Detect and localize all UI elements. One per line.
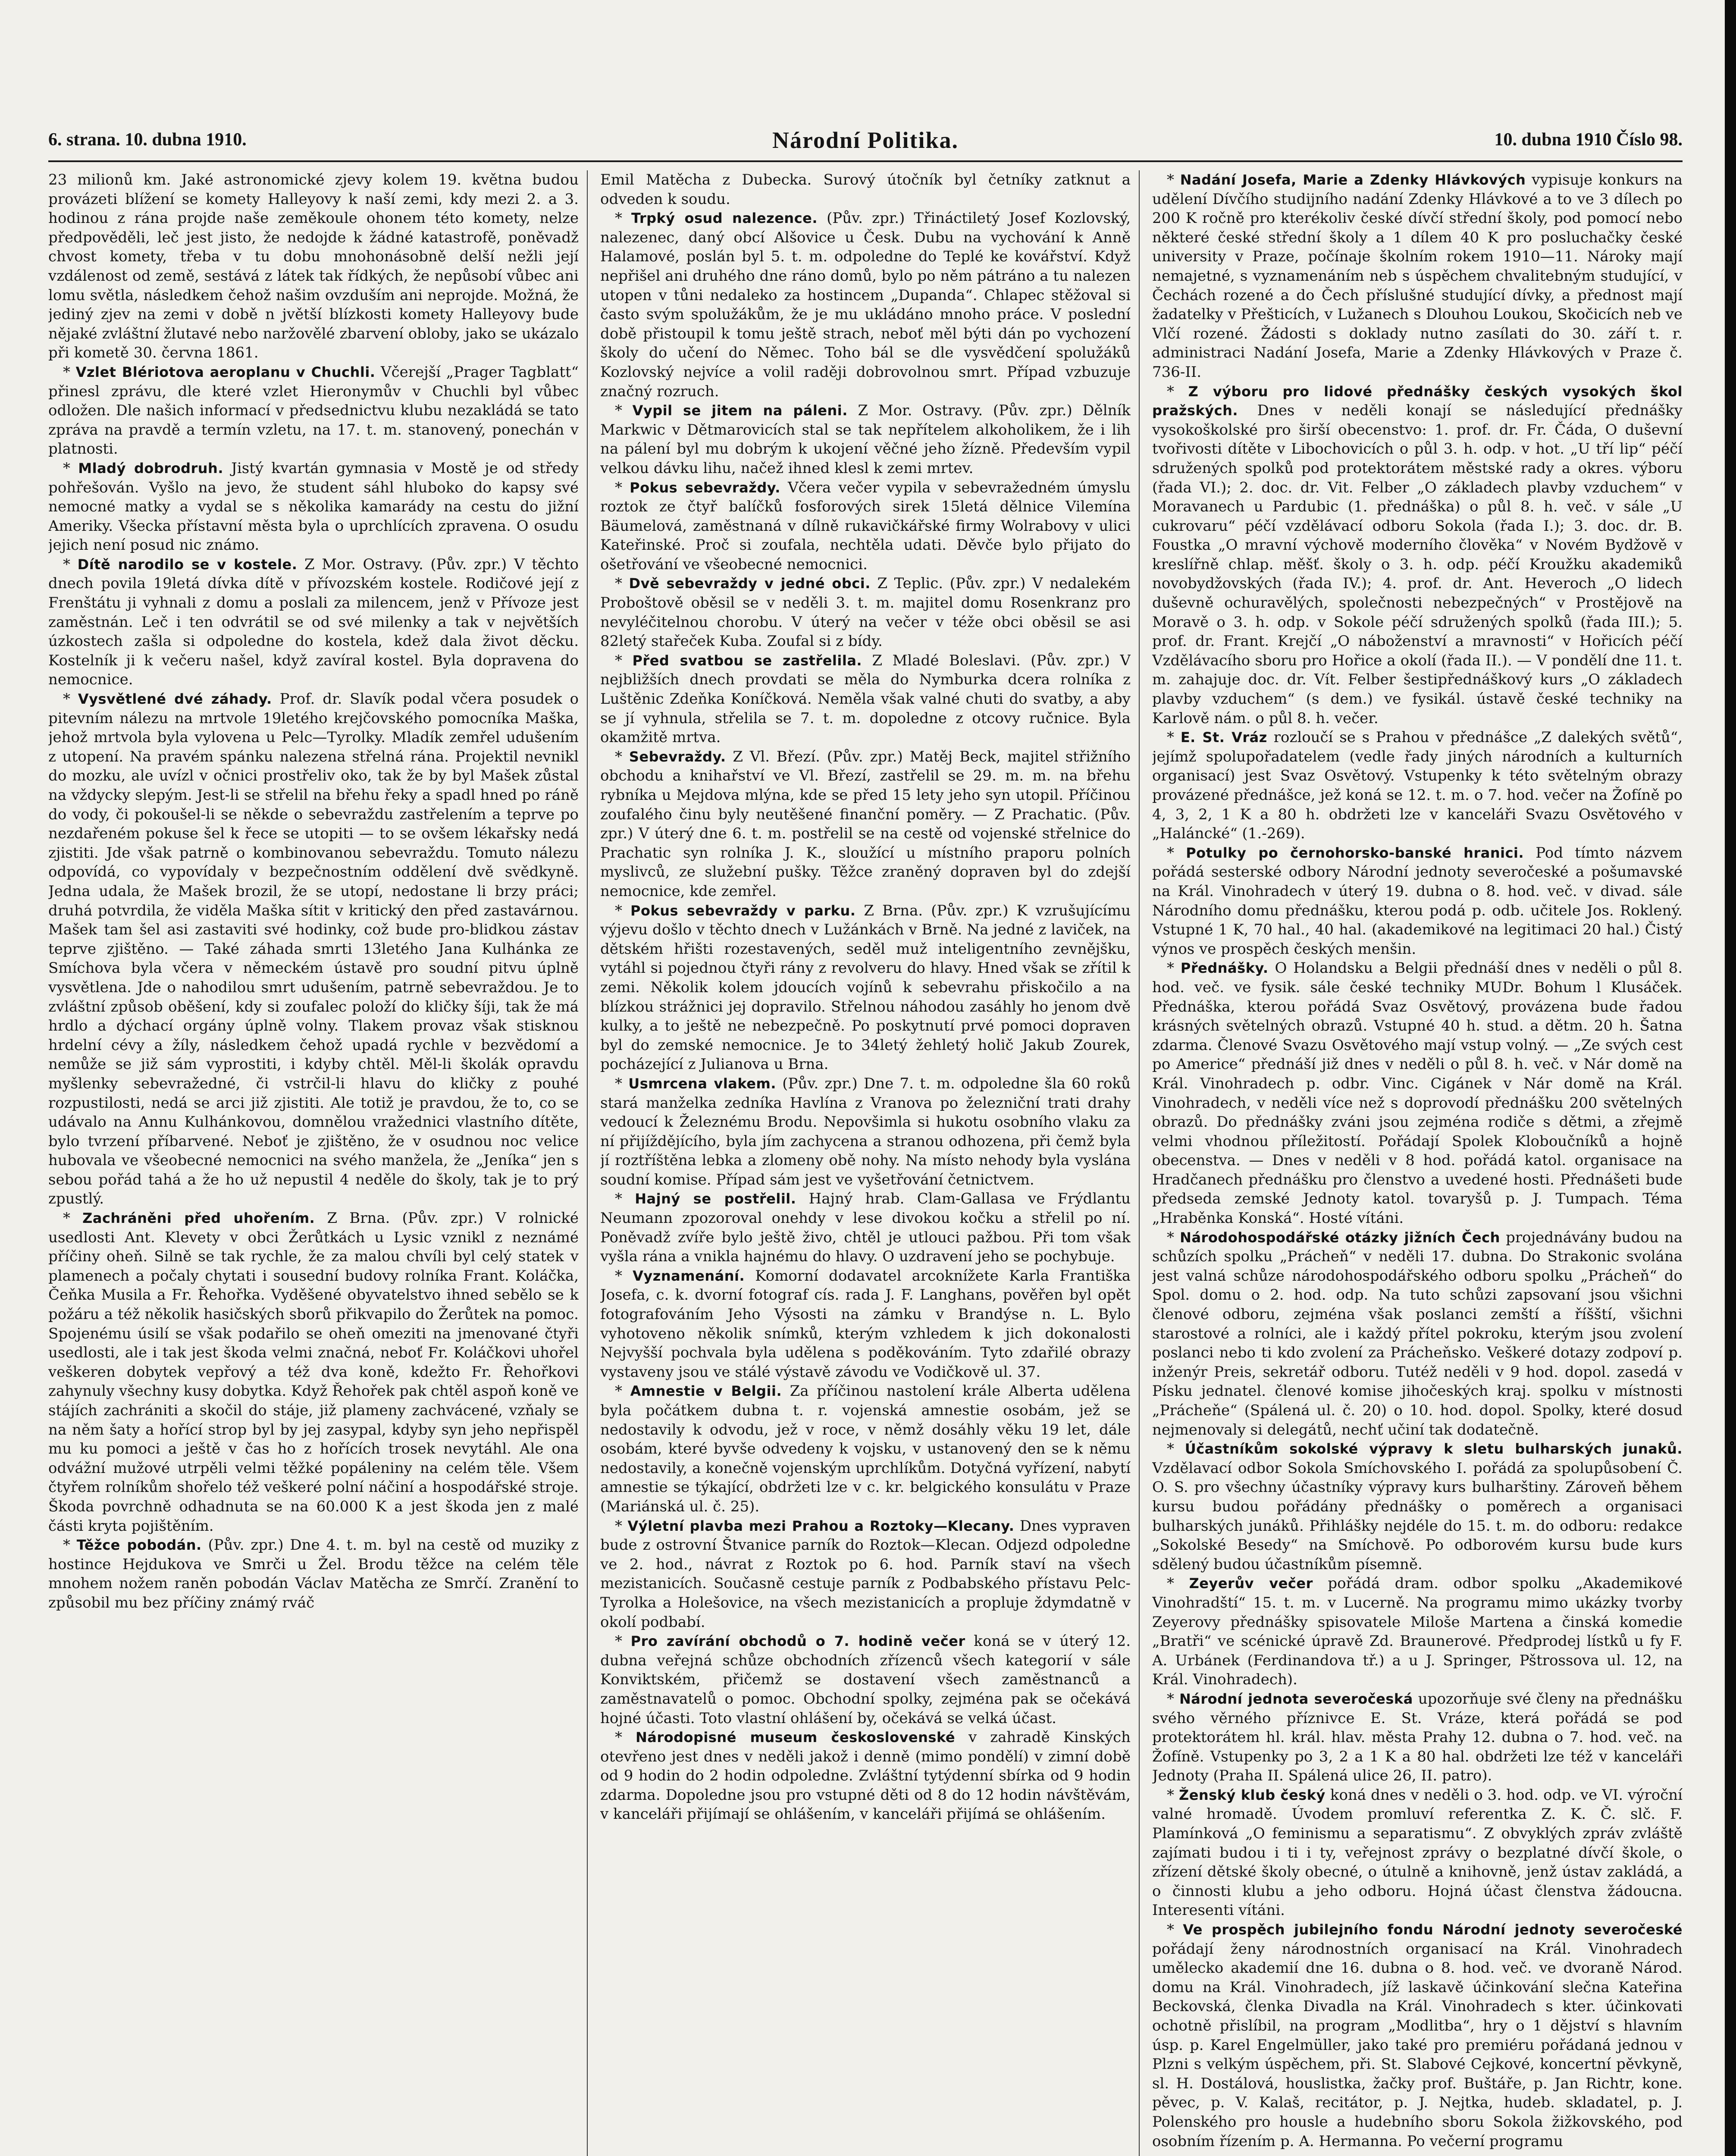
article-paragraph: * Pro zavírání obchodů o 7. hodině večer koná se v úterý 12. dubna veřejná schůze obchodních zřízenců všech kategorií v sále Konviktském, přičemž se dostavení všech zaměstnanců a zaměstnavatelů o pomoc. Obchodní spolky, zejména pak se očekává hojné účasti. Toto vlastní ohlášení by, očekává se velká účast.: [600, 1633, 1131, 1727]
article-heading: Sebevraždy.: [629, 748, 726, 765]
article-text: v zahradě Kinských otevřeno jest dnes v neděli jakož i denně (mimo pondělí) v zimní době od 9 hodin do 2 hodin odpoledne. Zvláštní tytýdenní sbírka od 9 hodin zdarma. Dopoledne jsou pro vstupné děti od 8 do 12 hodin návštěvám, v kanceláři přijímají se ohlášením, v kanceláři přijímá se ohlášením.: [600, 1729, 1131, 1823]
article-paragraph: * Vzlet Blériotova aeroplanu v Chuchli. Včerejší „Prager Tagblatt“ přinesl zprávu, dle které vzlet Hieronymův v Chuchli byl vůbec odložen. Dle našich informací v předsednictvu klubu nezakládá se tato zpráva na pravdě a termín vzletu, na 17. t. m. stanovený, ponechán v platnosti.: [48, 363, 579, 458]
article-heading: Ve prospěch jubilejního fondu Národní jednoty severočeské: [1183, 1921, 1683, 1938]
article-heading: Národní jednota severočeská: [1179, 1690, 1413, 1707]
header-issue: 10. dubna 1910 Číslo 98.: [1494, 130, 1683, 150]
article-text: Včera večer vypila v sebevražedném úmyslu roztok ze čtyř balíčků fosforových sirek 15letá dělnice Vilemína Bäumelová, zaměstnaná v dílně rukavičkářské firmy Wolrabovy v ulici Kateřinské. Proč si zoufala, nechtěla udati. Děvče bylo přijato do ošetřování ve všeobecné nemocnici.: [600, 479, 1131, 573]
article-heading: Pro zavírání obchodů o 7. hodině večer: [630, 1633, 965, 1650]
article-paragraph: * Ve prospěch jubilejního fondu Národní jednoty severočeské pořádají ženy národnostních organisací na Král. Vinohradech umělecko akademií dne 16. dubna o 8. hod. več. ve dvoraně Národ. domu na Král. Vinohradech, jíž laskavě účinkování slečna Kateřina Beckovská, členka Divadla na Král. Vinohradech s kter. účinkovati ochotně přislíbil, na program „Modlitba“, hry o 1 dějství s hlavním úsp. p. Karel Engelmüller, jako také pro premiéru pořádaná jednou v Plzni s velkým úspěchem, při. St. Slabové Cejkové, koncertní pěvkyně, sl. H. Dostálová, houslistka, žačky prof. Buštáře, p. Jan Richtr, kone. pěvec, p. V. Kalaš, recitátor, p. J. Nejtka, hudeb. skladatel, p. J. Polenského pro housle a hudebního sboru Sokola žižkovského, pod osobním řízením p. A. Hermanna. Po večerní programu: [1152, 1921, 1683, 2150]
article-text: Prof. dr. Slavík podal včera posudek o pitevním nálezu na mrtvole 19letého krejčovského pomocníka Maška, jehož mrtvola byla vylovena u Pelc—Tyrolky. Mladík zemřel udušením z utopení. Na pravém spánku nalezena střelná rána. Projektil nevnikl do mozku, ale uvízl v očnici prostřeliv oko, tak že by byl Mašek zůstal na vždycky slepým. Jest-li se střelil na břehu řeky a spadl hned po ráně do vody, či pokoušel-li se někde o sebevraždu zastřelením a teprve po nezdařeném pokuse šel k řece se utopiti — to se ovšem lékařsky nedá zjistiti. Jde však patrně o kombinovanou sebevraždu. Tomuto nálezu odpovídá, co vypovídaly v bezpečnostním oddělení dvě svědkyně. Jedna udala, že Mašek brozil, že se utopí, nedostane li brzy práci; druhá potvrdila, že viděla Maška sítit v kritický den před zastavárnou. Mašek tam šel asi zastaviti své hodinky, což bude pro-blidkou zástav teprve zjištěno. — Také záhada smrti 13letého Jana Kulhánka ze Smíchova byla včera v německém ústavě pro soudní pitvu úplně vysvětlena. Jde o nahodilou smrt udušením, patrně sebevraždou. Je to zvláštní způsob oběšení, kdy si zoufalec položí do kličky šíji, tak že má hrdlo a dýchací orgány úplně volny. Tlakem provaz však stisknou hrdelní cévy a žíly, následkem čehož upadá rychle v bezvědomí a nemůže se již sám vyprostiti, i kdyby chtěl. Měl-li školák opravdu myšlenky sebevražedné, či vstrčil-li hlavu do kličky z pouhé rozpustilosti, nedá se arci již zjistiti. Ale totiž je pravdou, že to, co se udávalo na Annu Kulhánkovou, domnělou vražednici vlastního dítěte, bylo tvrzení příbarvené. Neboť je zjištěno, že v osudnou noc velice hubovala ve všeobecné nemocnici na svého manžela, že „Jeníka“ jen s sebou pořád tahá a že ho už nepustil 4 neděle do školy, tak je to prý zpustlý.: [48, 690, 579, 1208]
article-heading: Účastníkům sokolské výpravy k sletu bulharských junaků.: [1184, 1441, 1683, 1457]
article-heading: Vypil se jitem na páleni.: [632, 402, 848, 419]
article-text: pořádá dram. odbor spolku „Akademikové Vinohradští“ 15. t. m. v Lucerně. Na programu mimo ukázky tvorby Zeyerovy přednášky spisovatele Miloše Martena a činská komedie „Bratři“ ve scénické úpravě Zd. Braunerové. Předprodej lístků u fy F. A. Urbánek (Ferdinandova tř.) a u J. Springer, Pštrossova ul. 12, na Král. Vinohradech).: [1152, 1575, 1683, 1689]
article-paragraph: * Sebevraždy. Z Vl. Březí. (Pův. zpr.) Matěj Beck, majitel střižního obchodu a knihařství ve Vl. Březí, zastřelil se 29. m. m. na břehu rybníka u Mejdova mlýna, kde se před 15 lety jeho syn utopil. Příčinou zoufalého činu byly neutěšené finanční poměry. — Z Prachatic. (Pův. zpr.) V úterý dne 6. t. m. postřelil se na cestě od vojenské střelnice do Prachatic syn rolníka J. K., sloužící u místního praporu polních myslivců, ze služební pušky. Těžce zraněný dopraven byl do zdejší nemocnice, kde zemřel.: [600, 748, 1131, 900]
article-paragraph: * Vypil se jitem na páleni. Z Mor. Ostravy. (Pův. zpr.) Dělník Markwic v Dětmarovicích stal se tak nepřítelem alkoholikem, že i lih na pálení byl mu dobrým k ukojení věčné jeho žízně. Především vypil velkou dávku lihu, načež ihned klesl k zemi mrtev.: [600, 402, 1131, 477]
header-masthead: Národní Politika.: [772, 127, 959, 153]
article-text: Hajný hrab. Clam-Gallasa ve Frýdlantu Neumann zpozoroval onehdy v lese divokou kočku a střelil po ní. Poněvadž zvíře bylo ještě živo, chtěl je utlouci pažbou. Při tom však vyšla rána a vnikla hajnému do hlavy. O uzdravení jeho se pochybuje.: [600, 1190, 1131, 1266]
article-heading: Potulky po černohorsko-banské hranici.: [1186, 844, 1524, 861]
article-heading: Národopisné museum československé: [635, 1729, 956, 1746]
column-3: [1152, 170, 1683, 2156]
article-heading: Před svatbou se zastřelila.: [632, 652, 862, 669]
article-text: vypisuje konkurs na udělení Dívčího studijního nadání Zdenky Hlávkové a to ve 3 dílech po 200 K ročně pro kterékoliv české dívčí střední školy, pod pomocí nebo některé české střední školy a 1 dílem 40 K pro posluchačky české university v Praze, počínaje školním rokem 1910—11. Nároky mají nemajetné, s vyznamenáním neb s úspěchem chvalitebným studující, v Čechách rozené a do Čech příslušné studující dívky, a přednost mají žadatelky v Přešticích, v Lužanech s Dlouhou Loukou, Skočicích neb ve Vlčí rozené. Žádosti s doklady nutno zasílati do 30. září t. r. administraci Nadání Josefa, Marie a Zdenky Hlávkových v Praze č. 736-II.: [1152, 171, 1683, 381]
article-paragraph: * Zachráněni před uhořením. Z Brna. (Pův. zpr.) V rolnické usedlosti Ant. Klevety v obci Žerůtkách u Lysic vznikl z neznámé příčiny oheň. Silně se tak rychle, že za malou chvíli byl celý statek v plamenech a počaly chytati i sousední budovy rolníka Frant. Koláčka, Čeňka Musila a Fr. Řehořka. Vyděšené obyvatelstvo ihned sebělo se k požáru a též několik hasičských sborů přikvapilo do Žerůtek na pomoc. Spojenému úsilí se však podařilo se oheň omeziti na jmenované čtyři usedlosti, ale i tak jest škoda velmi značná, neboť Fr. Koláčkovi uhořel veškeren dobytek vepřový a též dva koně, kdežto Fr. Řehořkovi zahynuly všechny kusy dobytka. Když Řehořek pak chtěl aspoň koně ve stájích zachrániti a skočil do stáje, již plameny zachvácené, vzňaly se na něm šaty a hořící strop byl by jej zasypal, kdyby syn jeho nepřispěl mu ku pomoci a ještě v čas ho z hořících trosek nevytáhl. Ale ona odvážní mužové utrpěli velmi těžké popáleniny na celém těle. Všem čtyřem rolníkům shořelo též veškeré polní náčiní a hospodářské stroje. Škoda povrchně odhadnuta se na 60.000 K a jest škoda jen z malé části kryta pojištěním.: [48, 1210, 579, 1535]
article-text: Komorní dodavatel arcoknížete Karla Františka Josefa, c. k. dvorní fotograf cís. rada J. F. Langhans, pověřen byl opět fotografováním Jeho Výsosti na zámku v Brandýse n. L. Bylo vyhotoveno několik snímků, kterým vzhledem k jich dokonalosti Nejvyšší pochvala byla udělena s poděkováním. Tyto zdařilé obrazy vystaveny jsou ve stálé výstavě závodu ve Vodičkově ul. 37.: [600, 1267, 1131, 1381]
article-text: Z Mor. Ostravy. (Pův. zpr.) V těchto dnech povila 19letá dívka dítě v přívozském kostele. Rodičové její z Frenštátu ji vyhnali z domu a poslali za milencem, jenž v Přívoze jest zaměstnán. Leč i ten odvrátil se od své milenky a tak v největších úzkostech zašla si odpoledne do kostela, kdež dala život děcku. Kostelník ji k večeru našel, když zavíral kostel. Byla dopravena do nemocnice.: [48, 555, 579, 689]
article-paragraph: * Pokus sebevraždy. Včera večer vypila v sebevražedném úmyslu roztok ze čtyř balíčků fosforových sirek 15letá dělnice Vilemína Bäumelová, zaměstnaná v dílně rukavičkářské firmy Wolrabovy v ulici Kateřinské. Proč si zoufala, nechtěla udati. Děvče bylo přijato do ošetřování ve všeobecné nemocnici.: [600, 479, 1131, 573]
article-text: Dnes vypraven bude z ostrovní Štvanice parník do Roztok—Klecan. Odjezd odpoledne ve 2. hod., návrat z Roztok po 6. hod. Parník staví na všech mezistanicích. Současně cestuje parník z Podbabského přístavu Pelc-Tyrolka a Holešovice, na všech mezistanicích a propluje ždymdatně v okolí podbabí.: [600, 1517, 1131, 1631]
article-paragraph: * Z výboru pro lidové přednášky českých vysokých škol pražských. Dnes v neděli konají se následující přednášky vysokoškolské pro širší obecenstvo: 1. prof. dr. Fr. Čáda, O duševní tvořivosti dítěte v Libochovicích o půl 3. h. odp. v hot. „U tří lip“ péčí sdružených spolků pod protektorátem městské rady a okres. výboru (řada VI.); 2. doc. dr. Vit. Felber „O základech plavby vzduchem“ v Moravanech u Pardubic (1. přednáška) o půl 8. h. več. v sále „U cukrovaru“ péčí vzdělávací odboru Sokola (řada I.); 3. doc. dr. B. Foustka „O mravní výchově moderního člověka“ v Novém Bydžově v kreslířně chlap. měšť. školy o 3. h. odp. péčí Kroužku akademiků novobydžovských (řada IV.); 4. prof. dr. Ant. Heveroch „O lidech duševně ochuravělých, společnosti nebezpečných“ v Prostějově na Moravě o 3. h. odp. v Sokole péčí sdružených spolků (řada III.); 5. prof. dr. Frant. Krejčí „O náboženství a mravnosti“ v Hořicích péčí Vzdělávacího sboru pro Hořice a okolí (řada II.). — V pondělí dne 11. t. m. zahajuje doc. dr. Vít. Felber šestipřednáškový kurs „O základech plavby vzduchem“ (s dem.) ve fysikál. ústavě české techniky na Karlově nám. o půl 8. h. večer.: [1152, 382, 1683, 727]
column-divider: [587, 170, 588, 2156]
article-heading: Pokus sebevraždy.: [630, 479, 780, 496]
article-text: koná dnes v neděli o 3. hod. odp. ve VI. výroční valné hromadě. Úvodem promluví referentka Z. K. Č. slč. F. Plamínková „O feminismu a separatismu“. Z obvyklých zpráv zvláště zajímati budou i ti i ty, veřejnost zprávy o bezplatné dívčí škole, o zřízení dětské školy obecné, o útulně a knihovně, jenž ústav zakládá, a o činnosti klubu a jeho odboru. Hojná účast členstva žádoucna. Interesenti vítáni.: [1152, 1786, 1683, 1919]
header-rule: [48, 160, 1683, 162]
article-heading: Pokus sebevraždy v parku.: [630, 902, 856, 919]
article-paragraph: * Dítě narodilo se v kostele. Z Mor. Ostravy. (Pův. zpr.) V těchto dnech povila 19letá dívka dítě v přívozském kostele. Rodičové její z Frenštátu ji vyhnali z domu a poslali za milencem, jenž v Přívoze jest zaměstnán. Leč i ten odvrátil se od své milenky a tak v největších úzkostech zašla si odpoledne do kostela, kdež dala život děcku. Kostelník ji k večeru našel, když zavíral kostel. Byla dopravena do nemocnice.: [48, 555, 579, 689]
article-heading: Vysvětlené dvé záhady.: [78, 691, 272, 708]
article-paragraph: * Potulky po černohorsko-banské hranici. Pod tímto názvem pořádá sesterské odbory Národní jednoty severočeské a pošumavské na Král. Vinohradech v úterý 19. dubna o 8. hod. več. v divad. sále Národního domu přednášku, kterou podá p. odb. učitele Jos. Roklený. Vstupné 1 K, 70 hal., 40 hal. (akademikové na legitimaci 20 hal.) Čistý výnos ve prospěch českých menšin.: [1152, 844, 1683, 958]
article-paragraph: * Dvě sebevraždy v jedné obci. Z Teplic. (Pův. zpr.) V nedalekém Proboštově oběsil se v neděli 3. t. m. majitel domu Rosenkranz pro nevyléčitelnou chorobu. V úterý na večer v téže obci oběsil se asi 82letý stařeček Kuba. Zoufal si z bídy.: [600, 575, 1131, 650]
article-paragraph: * Amnestie v Belgii. Za příčinou nastolení krále Alberta udělena byla počátkem dubna t. r. vojenská amnestie osobám, jež se nedostavily k odvodu, jež v roce, v němž dosáhly věku 19 let, dále osobám, které byvše odvedeny k vojsku, v ustanovený den se k němu nedostavily, a konečně vojenským uprchlíkům. Dotyčná vyřízení, nabytí amnestie se týkající, obdržeti lze v c. kr. belgického konsulátu v Praze (Mariánská ul. č. 25).: [600, 1382, 1131, 1515]
article-heading: Zeyerův večer: [1189, 1575, 1313, 1592]
article-heading: Z výboru pro lidové přednášky českých vysokých škol pražských.: [1152, 383, 1683, 419]
column-divider: [1139, 170, 1140, 2156]
article-text: Včerejší „Prager Tagblatt“ přinesl zprávu, dle které vzlet Hieronymův v Chuchli byl vůbec odložen. Dle našich informací v předsednictvu klubu nezakládá se tato zpráva na pravdě a termín vzletu, na 17. t. m. stanovený, ponechán v platnosti.: [48, 363, 579, 458]
article-heading: Nadání Josefa, Marie a Zdenky Hlávkových: [1180, 172, 1526, 188]
article-paragraph: * Přednášky. O Holandsku a Belgii přednáší dnes v neděli o půl 8. hod. več. ve fysik. sále české techniky MUDr. Bohum l Klusáček. Přednáška, kterou pořádá Svaz Osvětový, provázena bude řadou krásných světelných obrazů. Vstupné 40 h. stud. a dětm. 20 h. Šatna zdarma. Členové Svazu Osvětového mají vstup volný. — „Ze svých cest po Americe“ přednáší již dnes v neděli o půl 8. h. več. v Nár domě na Král. Vinohradech p. odbr. Vinc. Cigánek v Nár domě na Král. Vinohradech, v neděli více než s doprovodí přednášku 200 světelných obrazů. Do přednášky zváni jsou zejména rodiče s dětmi, a zřejmě velmi vhodnou příležitostí. Pořádají Spolek Kloboučníků a hojně obecenstva. — Dnes v neděli v 8 hod. pořádá katol. organisace na Hradčanech přednášku pro členstvo a uvedené hosti. Přednášeti bude předseda zemské Jednoty katol. tovaryšů p. J. Tumpach. Téma „Hraběnka Konská“. Hosté vítáni.: [1152, 959, 1683, 1227]
article-text: pořádají ženy národnostních organisací na Král. Vinohradech umělecko akademií dne 16. dubna o 8. hod. več. ve dvoraně Národ. domu na Král. Vinohradech, jíž laskavě účinkování slečna Kateřina Beckovská, členka Divadla na Král. Vinohradech s kter. účinkovati ochotně přislíbil, na program „Modlitba“, hry o 1 dějství s hlavním úsp. p. Karel Engelmüller, jako také pro premiéru pořádaná jednou v Plzni s velkým úspěchem, při. St. Slabové Cejkové, koncertní pěvkyně, sl. H. Dostálová, houslistka, žačky prof. Buštáře, p. Jan Richtr, kone. pěvec, p. V. Kalaš, recitátor, p. J. Nejtka, hudeb. skladatel, p. J. Polenského pro housle a hudebního sboru Sokola žižkovského, pod osobním řízením p. A. Hermanna. Po večerní programu: [1152, 1940, 1683, 2150]
article-paragraph: * Národohospodářské otázky jižních Čech projednávány budou na schůzích spolku „Prácheň“ v neděli 17. dubna. Do Strakonic svolána jest valná schůze národohospodářského odboru spolku „Prácheň“ do Spol. domu o 2. hod. odp. Na tuto schůzi zapsovaní jsou všichni členové odboru, zejména však poslanci zemští a říšští, všichni starostové a rolníci, ale i každý přítel pokroku, kterým jsou zvolení poslanci nebo ti kdo zvolení za Prácheňsko. Veškeré dotazy zodpoví p. inženýr Preis, sekretář odboru. Tutéž neděli v 9 hod. dopol. zasedá v Písku jednatel. členové komise jihočeských kraj. spolku v místnosti „Prácheňe“ (Spálená ul. č. 20) o 10. hod. dopol. Spolky, které dosud nejmenovaly si delegátů, nechť učiní tak dodatečně.: [1152, 1228, 1683, 1438]
article-heading: Mladý dobrodruh.: [78, 460, 223, 476]
article-text: Z Teplic. (Pův. zpr.) V nedalekém Proboštově oběsil se v neděli 3. t. m. majitel domu Rosenkranz pro nevyléčitelnou chorobu. V úterý na večer v téže obci oběsil se asi 82letý stařeček Kuba. Zoufal si z bídy.: [600, 575, 1131, 650]
article-paragraph: * Národní jednota severočeská upozorňuje své členy na přednášku svého věrného příznivce E. St. Vráze, která pořádá se pod protektorátem hl. král. hlav. města Prahy 12. dubna o 7. hod. več. na Žofíně. Vstupenky po 3, 2 a 1 K a 80 hal. obdržeti lze též v kanceláři Jednoty (Praha II. Spálená ulice 26, II. patro).: [1152, 1690, 1683, 1785]
article-paragraph: * Výletní plavba mezi Prahou a Roztoky—Klecany. Dnes vypraven bude z ostrovní Štvanice parník do Roztok—Klecan. Odjezd odpoledne ve 2. hod., návrat z Roztok po 6. hod. Parník staví na všech mezistanicích. Současně cestuje parník z Podbabského přístavu Pelc-Tyrolka a Holešovice, na všech mezistanicích a propluje ždymdatně v okolí podbabí.: [600, 1517, 1131, 1631]
article-paragraph: * Hajný se postřelil. Hajný hrab. Clam-Gallasa ve Frýdlantu Neumann zpozoroval onehdy v lese divokou kočku a střelil po ní. Poněvadž zvíře bylo ještě živo, chtěl je utlouci pažbou. Při tom však vyšla rána a vnikla hajnému do hlavy. O uzdravení jeho se pochybuje.: [600, 1190, 1131, 1266]
article-heading: Usmrcena vlakem.: [628, 1075, 777, 1092]
article-text: rozloučí se s Prahou v přednášce „Z dalekých světů“, jejímž spolupořadatelem (vedle řady jiných národních a kulturních organisací) jest Svaz Osvětový. Vstupenky k této světelným obrazy provázené přednášce, jež koná se 12. t. m. o 7. hod. večer na Žofíně po 4, 3, 2, 1 K a 80 h. obdržeti lze v kanceláři Svazu Osvětového v „Haláncké“ (1.-269).: [1152, 729, 1683, 843]
article-text: (Pův. zpr.) Dne 4. t. m. byl na cestě od muziky z hostince Hejdukova ve Smrči u Žel. Brodu těžce na celém těle mnohem nožem raněn pobodán Václav Matěcha ze Smrčí. Zranění to způsobil mu bez příčiny známý rváč: [48, 1536, 579, 1611]
article-paragraph: * Těžce pobodán. (Pův. zpr.) Dne 4. t. m. byl na cestě od muziky z hostince Hejdukova ve Smrči u Žel. Brodu těžce na celém těle mnohem nožem raněn pobodán Václav Matěcha ze Smrčí. Zranění to způsobil mu bez příčiny známý rváč: [48, 1536, 579, 1611]
article-heading: Vyznamenání.: [633, 1267, 745, 1284]
article-heading: Těžce pobodán.: [76, 1537, 202, 1554]
article-text: O Holandsku a Belgii přednáší dnes v neděli o půl 8. hod. več. ve fysik. sále české techniky MUDr. Bohum l Klusáček. Přednáška, kterou pořádá Svaz Osvětový, provázena bude řadou krásných světelných obrazů. Vstupné 40 h. stud. a dětm. 20 h. Šatna zdarma. Členové Svazu Osvětového mají vstup volný. — „Ze svých cest po Americe“ přednáší již dnes v neděli o půl 8. h. več. v Nár domě na Král. Vinohradech p. odbr. Vinc. Cigánek v Nár domě na Král. Vinohradech, v neděli více než s doprovodí přednášku 200 světelných obrazů. Do přednášky zváni jsou zejména rodiče s dětmi, a zřejmě velmi vhodnou příležitostí. Pořádají Spolek Kloboučníků a hojně obecenstva. — Dnes v neděli v 8 hod. pořádá katol. organisace na Hradčanech přednášku pro členstvo a uvedené hosti. Přednášeti bude předseda zemské Jednoty katol. tovaryšů p. J. Tumpach. Téma „Hraběnka Konská“. Hosté vítáni.: [1152, 959, 1683, 1227]
article-text: (Pův. zpr.) Třináctiletý Josef Kozlovský, nalezenec, daný obcí Alšovice u Česk. Dubu na vychování k Anně Halamové, poslán byl 5. t. m. odpoledne do Teplé ke kovářství. Když nepřišel ani druhého dne ráno domů, bylo po něm pátráno a tu nalezen utopen v tůni nedaleko za hostincem „Dupanda“. Chlapec stěžoval si často svým spolužákům, že je mu ukládáno mnoho práce. V poslední době přistoupil k tomu ještě strach, neboť měl býti dán po vychození školy do učení do Němec. Toho bál se dle vysvědčení spolužáků Kozlovský nejvíce a volil raději dobrovolnou smrt. Případ vzbuzuje značný rozruch.: [600, 210, 1131, 400]
article-paragraph: * Zeyerův večer pořádá dram. odbor spolku „Akademikové Vinohradští“ 15. t. m. v Lucerně. Na programu mimo ukázky tvorby Zeyerovy přednášky spisovatele Miloše Martena a činská komedie „Bratři“ ve scénické úpravě Zd. Braunerové. Předprodej lístků u fy F. A. Urbánek (Ferdinandova tř.) a u J. Springer, Pštrossova ul. 12, na Král. Vinohradech).: [1152, 1575, 1683, 1689]
article-text: Z Vl. Březí. (Pův. zpr.) Matěj Beck, majitel střižního obchodu a knihařství ve Vl. Březí, zastřelil se 29. m. m. na břehu rybníka u Mejdova mlýna, kde se před 15 lety jeho syn utopil. Příčinou zoufalého činu byly neutěšené finanční poměry. — Z Prachatic. (Pův. zpr.) V úterý dne 6. t. m. postřelil se na cestě od vojenské střelnice do Prachatic syn rolníka J. K., sloužící u místního praporu polních myslivců, ze služební pušky. Těžce zraněný dopraven byl do zdejší nemocnice, kde zemřel.: [600, 748, 1131, 900]
article-text: Emil Matěcha z Dubecka. Surový útočník byl četníky zatknut a odveden k soudu.: [600, 171, 1131, 208]
article-text: Dnes v neděli konají se následující přednášky vysokoškolské pro širší obecenstvo: 1. prof. dr. Fr. Čáda, O duševní tvořivosti dítěte v Libochovicích o půl 3. h. odp. v hot. „U tří lip“ péčí sdružených spolků pod protektorátem městské rady a okres. výboru (řada VI.); 2. doc. dr. Vit. Felber „O základech plavby vzduchem“ v Moravanech u Pardubic (1. přednáška) o půl 8. h. več. v sále „U cukrovaru“ péčí vzdělávací odboru Sokola (řada I.); 3. doc. dr. B. Foustka „O mravní výchově moderního člověka“ v Novém Bydžově v kreslířně chlap. měšť. školy o 3. h. odp. péčí Kroužku akademiků novobydžovských (řada IV.); 4. prof. dr. Ant. Heveroch „O lidech duševně ochuravělých, společnosti nebezpečných“ v Prostějově na Moravě o 3. h. odp. v Sokole péčí sdružených spolků (řada III.); 5. prof. dr. Frant. Krejčí „O náboženství a mravnosti“ v Hořicích péčí Vzdělávacího sboru pro Hořice a okolí (řada II.). — V pondělí dne 11. t. m. zahajuje doc. dr. Vít. Felber šestipřednáškový kurs „O základech plavby vzduchem“ (s dem.) ve fysikál. ústavě české techniky na Karlově nám. o půl 8. h. večer.: [1152, 402, 1683, 727]
article-paragraph: * E. St. Vráz rozloučí se s Prahou v přednášce „Z dalekých světů“, jejímž spolupořadatelem (vedle řady jiných národních a kulturních organisací) jest Svaz Osvětový. Vstupenky k této světelným obrazy provázené přednášce, jež koná se 12. t. m. o 7. hod. večer na Žofíně po 4, 3, 2, 1 K a 80 h. obdržeti lze v kanceláři Svazu Osvětového v „Haláncké“ (1.-269).: [1152, 729, 1683, 843]
article-text: (Pův. zpr.) Dne 7. t. m. odpoledne šla 60 roků stará manželka zedníka Havlína z Vranova po železniční trati drahy vedoucí k Železnému Brodu. Nepovšimla si hukotu osobního vlaku za ní přijíždějícího, byla jím zachycena a stranou odhozena, při čemž byla jí roztříštěna lebka a zlomeny obě nohy. Na místo nehody byla vyslána soudní komise. Případ sám jest ve vyšetřování četnictvem.: [600, 1075, 1131, 1188]
article-heading: Výletní plavba mezi Prahou a Roztoky—Klecany.: [627, 1517, 1015, 1534]
article-text: koná se v úterý 12. dubna veřejná schůze obchodních zřízenců všech kategorií v sále Konviktském, přičemž se dostavení všech zaměstnanců a zaměstnavatelů o pomoc. Obchodní spolky, zejména pak se očekává hojné účasti. Toto vlastní ohlášení by, očekává se velká účast.: [600, 1633, 1131, 1727]
column-2: [600, 170, 1131, 2156]
article-heading: Hajný se postřelil.: [635, 1191, 796, 1207]
article-text: Z Brna. (Pův. zpr.) V rolnické usedlosti Ant. Klevety v obci Žerůtkách u Lysic vznikl z neznámé příčiny oheň. Silně se tak rychle, že za malou chvíli byl celý statek v plamenech a počaly chytati i sousední budovy rolníka Frant. Koláčka, Čeňka Musila a Fr. Řehořka. Vyděšené obyvatelstvo ihned sebělo se k požáru a též několik hasičských sborů přikvapilo do Žerůtek na pomoc. Spojenému úsilí se však podařilo se oheň omeziti na jmenované čtyři usedlosti, ale i tak jest škoda velmi značná, neboť Fr. Koláčkovi uhořel veškeren dobytek vepřový a též dva koně, kdežto Fr. Řehořkovi zahynuly všechny kusy dobytka. Když Řehořek pak chtěl aspoň koně ve stájích zachrániti a skočil do stáje, již plameny zachvácené, vzňaly se na něm šaty a hořící strop byl by jej zasypal, kdyby syn jeho nepřispěl mu ku pomoci a ještě v čas ho z hořících trosek nevytáhl. Ale ona odvážní mužové utrpěli velmi těžké popáleniny na celém těle. Všem čtyřem rolníkům shořelo též veškeré polní náčiní a hospodářské stroje. Škoda povrchně odhadnuta se na 60.000 K a jest škoda jen z malé části kryta pojištěním.: [48, 1210, 579, 1535]
page-header: [48, 129, 1683, 155]
article-heading: Přednášky.: [1180, 960, 1269, 977]
article-paragraph: * Mladý dobrodruh. Jistý kvartán gymnasia v Mostě je od středy pohřešován. Vyšlo na jevo, že student sáhl hluboko do kapsy své nemocné matky a vydal se s několika kamarády na cestu do jižní Ameriky. Všecka přístavní města byla o uprchlících zpravena. O osudu jejich není posud nic známo.: [48, 459, 579, 554]
column-1: [48, 170, 579, 2156]
article-heading: E. St. Vráz: [1180, 729, 1267, 746]
article-text: Z Mor. Ostravy. (Pův. zpr.) Dělník Markwic v Dětmarovicích stal se tak nepřítelem alkoholikem, že i lih na pálení byl mu dobrým k ukojení věčné jeho žízně. Především vypil velkou dávku lihu, načež ihned klesl k zemi mrtev.: [600, 402, 1131, 477]
article-paragraph: * Ženský klub český koná dnes v neděli o 3. hod. odp. ve VI. výroční valné hromadě. Úvodem promluví referentka Z. K. Č. slč. F. Plamínková „O feminismu a separatismu“. Z obvyklých zpráv zvláště zajímati budou i ti i ty, veřejnost zprávy o bezplatné dívčí škole, o zřízení dětské školy obecné, o útulně a knihovně, jenž ústav zakládá, a o činnosti klubu a jeho odboru. Hojná účast členstva žádoucna. Interesenti vítáni.: [1152, 1786, 1683, 1919]
article-text: Pod tímto názvem pořádá sesterské odbory Národní jednoty severočeské a pošumavské na Král. Vinohradech v úterý 19. dubna o 8. hod. več. v divad. sále Národního domu přednášku, kterou podá p. odb. učitele Jos. Roklený. Vstupné 1 K, 70 hal., 40 hal. (akademikové na legitimaci 20 hal.) Čistý výnos ve prospěch českých menšin.: [1152, 844, 1683, 958]
article-heading: Národohospodářské otázky jižních Čech: [1180, 1229, 1500, 1246]
article-paragraph: * Nadání Josefa, Marie a Zdenky Hlávkových vypisuje konkurs na udělení Dívčího studijního nadání Zdenky Hlávkové a to ve 3 dílech po 200 K ročně pro kterékoliv české dívčí střední školy, pod pomocí nebo některé české střední školy a 1 dílem 40 K pro posluchačky české university v Praze, počínaje školním rokem 1910—11. Nároky mají nemajetné, s vyznamenáním neb s úspěchem chvalitebným studující, v Čechách rozené a do Čech příslušné studující dívky, a přednost mají žadatelky v Přešticích, v Lužanech s Dlouhou Loukou, Skočicích neb ve Vlčí rozené. Žádosti s doklady nutno zasílati do 30. září t. r. administraci Nadání Josefa, Marie a Zdenky Hlávkových v Praze č. 736-II.: [1152, 171, 1683, 381]
article-paragraph: [600, 170, 1131, 209]
article-text: Z Mladé Boleslavi. (Pův. zpr.) V nejbližších dnech provdati se měla do Nymburka dcera rolníka z Luštěnic Zdeňka Koníčková. Neměla však valné chuti do svatby, a aby se jí vyhnula, střelila se 7. t. m. dopoledne z otcovy ručnice. Byla okamžitě mrtva.: [600, 652, 1131, 746]
article-heading: Vzlet Blériotova aeroplanu v Chuchli.: [75, 364, 376, 380]
article-heading: Dítě narodilo se v kostele.: [77, 556, 298, 573]
article-text: Jistý kvartán gymnasia v Mostě je od středy pohřešován. Vyšlo na jevo, že student sáhl hluboko do kapsy své nemocné matky a vydal se s několika kamarády na cestu do jižní Ameriky. Všecka přístavní města byla o uprchlících zpravena. O osudu jejich není posud nic známo.: [48, 459, 579, 554]
article-heading: Ženský klub český: [1179, 1786, 1326, 1803]
article-text: Z Brna. (Pův. zpr.) K vzrušujícímu výjevu došlo v těchto dnech v Lužánkách v Brně. Na jedné z laviček, na dětském hřišti rozestavených, seděl muž inteligentního zevnějšku, vytáhl si pojednou čtyři rány z revolveru do hlavy. Hned však se zřítil k zemi. Několik kolem jdoucích vojínů k sebevrahu přiskočilo a na blízkou strážnici jej dopravilo. Střelnou náhodou zasáhly ho jenom dvě kulky, a to ještě ne nebezpečně. Po poskytnutí prvé pomoci dopraven byl do zemské nemocnice. Je to 34letý žehletý holič Jakub Zourek, pocházející z Julianova u Brna.: [600, 902, 1131, 1073]
article-heading: Zachráněni před uhořením.: [82, 1210, 315, 1227]
article-paragraph: * Před svatbou se zastřelila. Z Mladé Boleslavi. (Pův. zpr.) V nejbližších dnech provdati se měla do Nymburka dcera rolníka z Luštěnic Zdeňka Koníčková. Neměla však valné chuti do svatby, a aby se jí vyhnula, střelila se 7. t. m. dopoledne z otcovy ručnice. Byla okamžitě mrtva.: [600, 652, 1131, 746]
article-paragraph: * Vyznamenání. Komorní dodavatel arcoknížete Karla Františka Josefa, c. k. dvorní fotograf cís. rada J. F. Langhans, pověřen byl opět fotografováním Jeho Výsosti na zámku v Brandýse n. L. Bylo vyhotoveno několik snímků, kterým vzhledem k jich dokonalosti Nejvyšší pochvala byla udělena s poděkováním. Tyto zdařilé obrazy vystaveny jsou ve stálé výstavě závodu ve Vodičkově ul. 37.: [600, 1267, 1131, 1381]
article-paragraph: * Usmrcena vlakem. (Pův. zpr.) Dne 7. t. m. odpoledne šla 60 roků stará manželka zedníka Havlína z Vranova po železniční trati drahy vedoucí k Železnému Brodu. Nepovšimla si hukotu osobního vlaku za ní přijíždějícího, byla jím zachycena a stranou odhozena, při čemž byla jí roztříštěna lebka a zlomeny obě nohy. Na místo nehody byla vyslána soudní komise. Případ sám jest ve vyšetřování četnictvem.: [600, 1075, 1131, 1188]
article-text: Vzdělavací odbor Sokola Smíchovského I. pořádá za spolupůsobení Č. O. S. pro všechny účastníky výpravy kurs bulharštiny. Zároveň během kursu budou pořádány přednášky o poměrech a organisaci bulharských junáků. Přihlášky nejdéle do 15. t. m. do odboru: redakce „Sokolské Besedy“ na Smíchově. Po odborovém kursu bude kurs sdělený budou účastníkům písemně.: [1152, 1459, 1683, 1573]
article-text: upozorňuje své členy na přednášku svého věrného příznivce E. St. Vráze, která pořádá se pod protektorátem hl. král. hlav. města Prahy 12. dubna o 7. hod. več. na Žofíně. Vstupenky po 3, 2 a 1 K a 80 hal. obdržeti lze též v kanceláři Jednoty (Praha II. Spálená ulice 26, II. patro).: [1152, 1690, 1683, 1785]
article-heading: Trpký osud nalezence.: [631, 210, 818, 227]
article-heading: Amnestie v Belgii.: [630, 1383, 782, 1400]
scan-edge: [1725, 0, 1736, 2156]
article-heading: Dvě sebevraždy v jedné obci.: [629, 575, 871, 592]
article-paragraph: * Účastníkům sokolské výpravy k sletu bulharských junaků. Vzdělavací odbor Sokola Smíchovského I. pořádá za spolupůsobení Č. O. S. pro všechny účastníky výpravy kurs bulharštiny. Zároveň během kursu budou pořádány přednášky o poměrech a organisaci bulharských junáků. Přihlášky nejdéle do 15. t. m. do odboru: redakce „Sokolské Besedy“ na Smíchově. Po odborovém kursu bude kurs sdělený budou účastníkům písemně.: [1152, 1440, 1683, 1573]
article-paragraph: * Trpký osud nalezence. (Pův. zpr.) Třináctiletý Josef Kozlovský, nalezenec, daný obcí Alšovice u Česk. Dubu na vychování k Anně Halamové, poslán byl 5. t. m. odpoledne do Teplé ke kovářství. Když nepřišel ani druhého dne ráno domů, bylo po něm pátráno a tu nalezen utopen v tůni nedaleko za hostincem „Dupanda“. Chlapec stěžoval si často svým spolužákům, že je mu ukládáno mnoho práce. V poslední době přistoupil k tomu ještě strach, neboť měl býti dán po vychození školy do učení do Němec. Toho bál se dle vysvědčení spolužáků Kozlovský nejvíce a volil raději dobrovolnou smrt. Případ vzbuzuje značný rozruch.: [600, 210, 1131, 400]
article-text: Za příčinou nastolení krále Alberta udělena byla počátkem dubna t. r. vojenská amnestie osobám, jež se nedostavily k odvodu, jež v roce, v němž dosáhly věku 19 let, dále osobám, které byvše odvedeny k vojsku, v ustanovený den se k němu nedostavily, a konečně vojenským uprchlíkům. Dotyčná vyřízení, nabytí amnestie se týkající, obdržeti lze v c. kr. belgického konsulátu v Praze (Mariánská ul. č. 25).: [600, 1382, 1131, 1515]
article-paragraph: * Vysvětlené dvé záhady. Prof. dr. Slavík podal včera posudek o pitevním nálezu na mrtvole 19letého krejčovského pomocníka Maška, jehož mrtvola byla vylovena u Pelc—Tyrolky. Mladík zemřel udušením z utopení. Na pravém spánku nalezena střelná rána. Projektil nevnikl do mozku, ale uvízl v očnici prostřeliv oko, tak že by byl Mašek zůstal na vždycky slepým. Jest-li se střelil na břehu řeky a spadl hned po ráně do vody, či pokoušel-li se někde o sebevraždu zastřelením a teprve po nezdařeném pokuse šel k řece se utopiti — to se ovšem lékařsky nedá zjistiti. Jde však patrně o kombinovanou sebevraždu. Tomuto nálezu odpovídá, co vypovídaly v bezpečnostním oddělení dvě svědkyně. Jedna udala, že Mašek brozil, že se utopí, nedostane li brzy práci; druhá potvrdila, že viděla Maška sítit v kritický den před zastavárnou. Mašek tam šel asi zastaviti své hodinky, což bude pro-blidkou zástav teprve zjištěno. — Také záhada smrti 13letého Jana Kulhánka ze Smíchova byla včera v německém ústavě pro soudní pitvu úplně vysvětlena. Jde o nahodilou smrt udušením, patrně sebevraždou. Je to zvláštní způsob oběšení, kdy si zoufalec položí do kličky šíji, tak že má hrdlo a dýchací orgány úplně volny. Tlakem provaz však stisknou hrdelní cévy a žíly, následkem čehož upadá rychle v bezvědomí a nemůže se již sám vyprostiti, i kdyby chtěl. Měl-li školák opravdu myšlenky sebevražedné, či vstrčil-li hlavu do kličky z pouhé rozpustilosti, nedá se arci již zjistiti. Ale totiž je pravdou, že to, co se udávalo na Annu Kulhánkovou, domnělou vražednici vlastního dítěte, bylo tvrzení příbarvené. Neboť je zjištěno, že v osudnou noc velice hubovala ve všeobecné nemocnici na svého manžela, že „Jeníka“ jen s sebou pořád tahá a že ho už nepustil 4 neděle do školy, tak je to prý zpustlý.: [48, 690, 579, 1208]
article-paragraph: [48, 170, 579, 363]
article-paragraph: * Pokus sebevraždy v parku. Z Brna. (Pův. zpr.) K vzrušujícímu výjevu došlo v těchto dnech v Lužánkách v Brně. Na jedné z laviček, na dětském hřišti rozestavených, seděl muž inteligentního zevnějšku, vytáhl si pojednou čtyři rány z revolveru do hlavy. Hned však se zřítil k zemi. Několik kolem jdoucích vojínů k sebevrahu přiskočilo a na blízkou strážnici jej dopravilo. Střelnou náhodou zasáhly ho jenom dvě kulky, a to ještě ne nebezpečně. Po poskytnutí prvé pomoci dopraven byl do zemské nemocnice. Je to 34letý žehletý holič Jakub Zourek, pocházející z Julianova u Brna.: [600, 902, 1131, 1073]
header-page-date: 6. strana. 10. dubna 1910.: [48, 130, 247, 150]
article-text: projednávány budou na schůzích spolku „Prácheň“ v neděli 17. dubna. Do Strakonic svolána jest valná schůze národohospodářského odboru spolku „Prácheň“ do Spol. domu o 2. hod. odp. Na tuto schůzi zapsovaní jsou všichni členové odboru, zejména však poslanci zemští a říšští, všichni starostové a rolníci, ale i každý přítel pokroku, kterým jsou zvolení poslanci nebo ti kdo zvolení za Prácheňsko. Veškeré dotazy zodpoví p. inženýr Preis, sekretář odboru. Tutéž neděli v 9 hod. dopol. zasedá v Písku jednatel. členové komise jihočeských kraj. spolku v místnosti „Prácheňe“ (Spálená ul. č. 20) o 10. hod. dopol. Spolky, které dosud nejmenovaly si delegátů, nechť učiní tak dodatečně.: [1152, 1228, 1683, 1438]
article-paragraph: * Národopisné museum československé v zahradě Kinských otevřeno jest dnes v neděli jakož i denně (mimo pondělí) v zimní době od 9 hodin do 2 hodin odpoledne. Zvláštní tytýdenní sbírka od 9 hodin zdarma. Dopoledne jsou pro vstupné děti od 8 do 12 hodin návštěvám, v kanceláři přijímají se ohlášením, v kanceláři přijímá se ohlášením.: [600, 1729, 1131, 1823]
article-text: 23 milionů km. Jaké astronomické zjevy kolem 19. května budou provázeti blížení se komety Halleyovy k naší zemi, kdy mezi 2. a 3. hodinou z rána projde naše zeměkoule ohonem této komety, nelze předpověděli, leč jest jisto, že nedojde k žádné katastrofě, poněvadž chvost komety, třeba v tu dobu mnohonásobně delší nežli její vzdálenost od země, sestává z látek tak řídkých, že nepůsobí vůbec ani lomu světla, následkem čehož našim ovzduším ani neprojde. Možná, že jediný zjev na zemi v době n jvětší blízkosti komety Halleyovy bude nějaké zvláštní žlutavé nebo naržovělé zbarvení obloby, jako se ukázalo při kometě 30. června 1861.: [48, 171, 579, 362]
